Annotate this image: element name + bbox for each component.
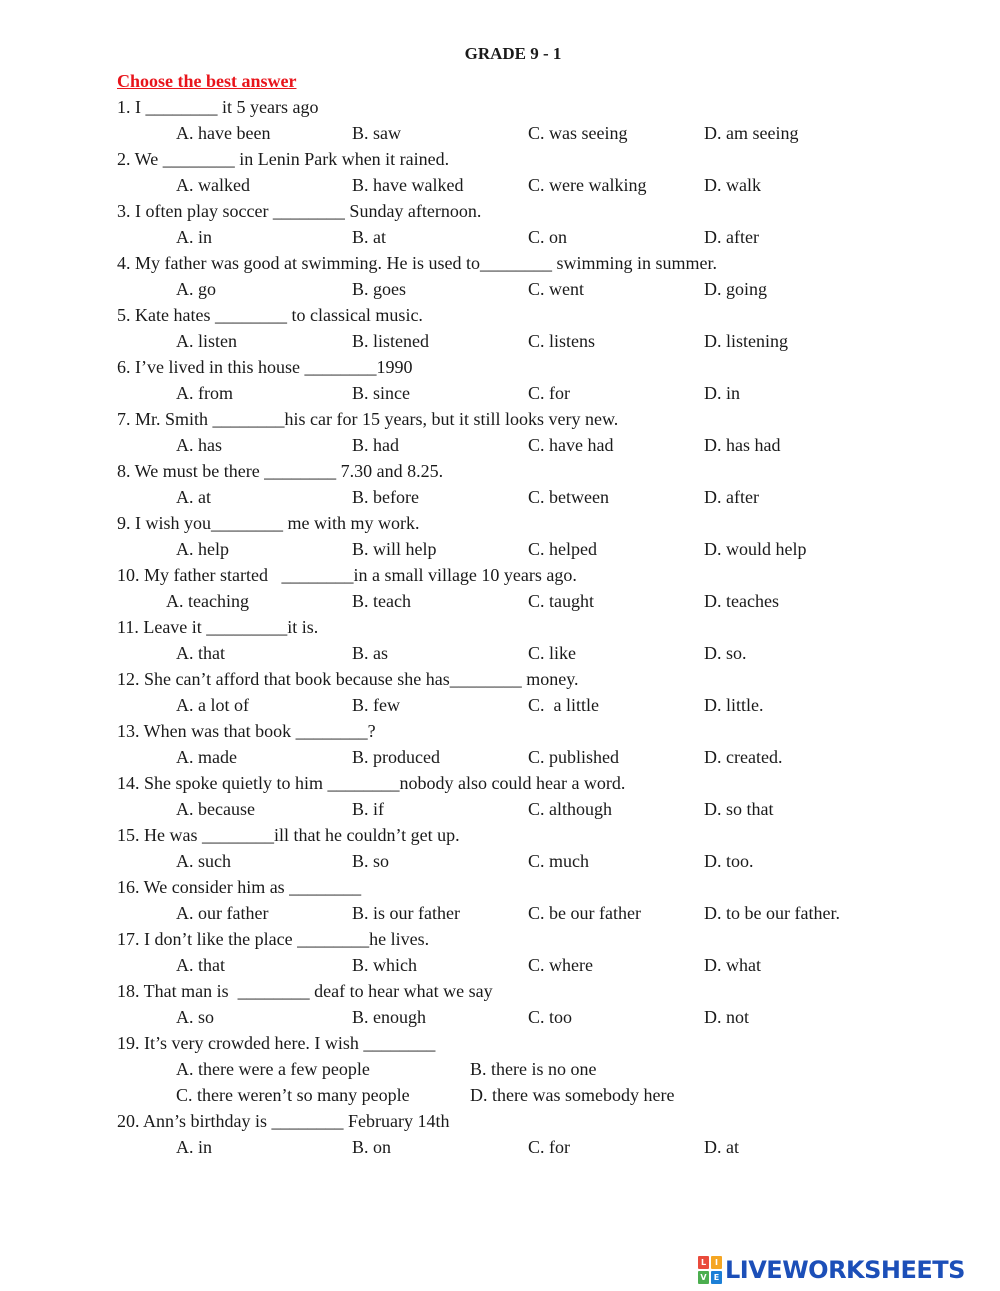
question-text: 8. We must be there ________ 7.30 and 8.25.: [117, 461, 444, 481]
answer-option[interactable]: C. listens: [528, 331, 596, 351]
answer-option[interactable]: B. enough: [352, 1007, 426, 1027]
question-text: 16. We consider him as ________: [117, 877, 362, 897]
question-item: [0, 250, 1000, 302]
question-item: [0, 978, 1000, 1030]
answer-option[interactable]: B. there is no one: [470, 1059, 597, 1079]
answer-option[interactable]: C. between: [528, 487, 609, 507]
answer-option[interactable]: B. will help: [352, 539, 437, 559]
answer-option[interactable]: A. at: [176, 487, 211, 507]
answer-option[interactable]: D. teaches: [704, 591, 779, 611]
answer-option[interactable]: A. there were a few people: [176, 1059, 370, 1079]
question-text: 3. I often play soccer ________ Sunday afternoon.: [117, 201, 482, 221]
question-text: 15. He was ________ill that he couldn’t get up.: [117, 825, 460, 845]
options-row: [0, 536, 1000, 562]
answer-option[interactable]: C. have had: [528, 435, 614, 455]
options-row: [0, 328, 1000, 354]
answer-option[interactable]: A. because: [176, 799, 255, 819]
question-item: [0, 1030, 1000, 1108]
answer-option[interactable]: D. would help: [704, 539, 807, 559]
question-item: [0, 718, 1000, 770]
answer-option[interactable]: A. teaching: [166, 591, 249, 611]
answer-option[interactable]: C. there weren’t so many people: [176, 1085, 410, 1105]
answer-option[interactable]: D. there was somebody here: [470, 1085, 675, 1105]
question-text: 19. It’s very crowded here. I wish ________: [117, 1033, 436, 1053]
question-text: 4. My father was good at swimming. He is used to________ swimming in summer.: [117, 253, 717, 273]
options-row: [0, 1134, 1000, 1160]
answer-option[interactable]: A. walked: [176, 175, 250, 195]
answer-option[interactable]: A. have been: [176, 123, 271, 143]
answer-option[interactable]: B. goes: [352, 279, 406, 299]
question-text: 6. I’ve lived in this house ________1990: [117, 357, 413, 377]
options-row: [0, 848, 1000, 874]
answer-option[interactable]: C. although: [528, 799, 612, 819]
answer-option[interactable]: C. like: [528, 643, 576, 663]
question-item: [0, 562, 1000, 614]
question-text: 20. Ann’s birthday is ________ February 14th: [117, 1111, 450, 1131]
answer-option[interactable]: D. so.: [704, 643, 747, 663]
answer-option[interactable]: B. few: [352, 695, 400, 715]
question-item: [0, 614, 1000, 666]
answer-option[interactable]: C. on: [528, 227, 568, 247]
answer-option[interactable]: B. had: [352, 435, 399, 455]
answer-option[interactable]: D. listening: [704, 331, 788, 351]
logo-tile-e: E: [711, 1271, 722, 1284]
logo-text: LIVEWORKSHEETS: [725, 1256, 965, 1284]
answer-option[interactable]: B. before: [352, 487, 419, 507]
answer-option[interactable]: D. so that: [704, 799, 774, 819]
question-item: [0, 510, 1000, 562]
answer-option[interactable]: D. at: [704, 1137, 739, 1157]
question-text: 7. Mr. Smith ________his car for 15 years, but it still looks very new.: [117, 409, 619, 429]
options-row: [0, 1004, 1000, 1030]
answer-option[interactable]: B. produced: [352, 747, 440, 767]
answer-option[interactable]: D. after: [704, 487, 759, 507]
answer-option[interactable]: A. go: [176, 279, 216, 299]
question-item: [0, 198, 1000, 250]
worksheet-title: GRADE 9 - 1: [464, 44, 562, 63]
question-item: [0, 406, 1000, 458]
options-row: [0, 640, 1000, 666]
liveworksheets-logo: [698, 1255, 965, 1285]
logo-tile-l: L: [698, 1256, 709, 1269]
answer-option[interactable]: A. our father: [176, 903, 269, 923]
answer-option[interactable]: C. be our father: [528, 903, 641, 923]
answer-option[interactable]: C. a little: [528, 695, 599, 715]
answer-option[interactable]: C. where: [528, 955, 593, 975]
options-row: [0, 900, 1000, 926]
answer-option[interactable]: A. from: [176, 383, 233, 403]
answer-option[interactable]: A. made: [176, 747, 237, 767]
logo-mark-icon: [698, 1256, 722, 1284]
options-row: [0, 692, 1000, 718]
answer-option[interactable]: D. going: [704, 279, 767, 299]
answer-option[interactable]: D. what: [704, 955, 761, 975]
question-item: [0, 302, 1000, 354]
answer-option[interactable]: D. after: [704, 227, 759, 247]
answer-option[interactable]: B. at: [352, 227, 386, 247]
question-item: [0, 874, 1000, 926]
answer-option[interactable]: B. if: [352, 799, 385, 819]
answer-option[interactable]: D. little.: [704, 695, 764, 715]
question-item: [0, 458, 1000, 510]
question-text: 18. That man is ________ deaf to hear what we say: [117, 981, 493, 1001]
options-row: [0, 432, 1000, 458]
answer-option[interactable]: B. so: [352, 851, 390, 871]
answer-option[interactable]: C. too: [528, 1007, 573, 1027]
question-item: [0, 770, 1000, 822]
answer-option[interactable]: B. have walked: [352, 175, 464, 195]
answer-option[interactable]: D. has had: [704, 435, 781, 455]
question-item: [0, 354, 1000, 406]
answer-option[interactable]: B. teach: [352, 591, 411, 611]
answer-option[interactable]: C. published: [528, 747, 620, 767]
answer-option[interactable]: C. for: [528, 1137, 570, 1157]
options-row: [0, 1056, 1000, 1082]
answer-option[interactable]: D. created.: [704, 747, 783, 767]
answer-option[interactable]: D. am seeing: [704, 123, 799, 143]
question-text: 14. She spoke quietly to him ________nobody also could hear a word.: [117, 773, 626, 793]
answer-option[interactable]: A. a lot of: [176, 695, 249, 715]
answer-option[interactable]: B. since: [352, 383, 410, 403]
answer-option[interactable]: D. in: [704, 383, 740, 403]
question-item: [0, 146, 1000, 198]
answer-option[interactable]: B. on: [352, 1137, 392, 1157]
question-text: 11. Leave it _________it is.: [117, 617, 319, 637]
answer-option[interactable]: A. that: [176, 643, 225, 663]
options-row: [0, 952, 1000, 978]
question-text: 5. Kate hates ________ to classical music.: [117, 305, 423, 325]
options-row: [0, 276, 1000, 302]
options-row: [0, 1082, 1000, 1108]
answer-option[interactable]: B. as: [352, 643, 388, 663]
question-text: 13. When was that book ________?: [117, 721, 376, 741]
answer-option[interactable]: D. too.: [704, 851, 754, 871]
answer-option[interactable]: A. so: [176, 1007, 215, 1027]
answer-option[interactable]: C. much: [528, 851, 589, 871]
instruction-heading: Choose the best answer: [117, 71, 297, 91]
question-item: [0, 94, 1000, 146]
answer-option[interactable]: A. in: [176, 227, 212, 247]
answer-option[interactable]: D. walk: [704, 175, 761, 195]
options-row: [0, 796, 1000, 822]
options-row: [0, 224, 1000, 250]
question-text: 1. I ________ it 5 years ago: [117, 97, 319, 117]
question-text: 10. My father started ________in a small village 10 years ago.: [117, 565, 577, 585]
answer-option[interactable]: C. was seeing: [528, 123, 628, 143]
options-row: [0, 484, 1000, 510]
question-text: 9. I wish you________ me with my work.: [117, 513, 420, 533]
logo-tile-i: I: [711, 1256, 722, 1269]
question-item: [0, 666, 1000, 718]
answer-option[interactable]: A. in: [176, 1137, 212, 1157]
answer-option[interactable]: A. such: [176, 851, 231, 871]
options-row: [0, 588, 1000, 614]
question-text: 12. She can’t afford that book because she has________ money.: [117, 669, 579, 689]
answer-option[interactable]: C. went: [528, 279, 584, 299]
question-item: [0, 822, 1000, 874]
answer-option[interactable]: B. is our father: [352, 903, 460, 923]
answer-option[interactable]: B. listened: [352, 331, 429, 351]
answer-option[interactable]: C. helped: [528, 539, 597, 559]
answer-option[interactable]: C. taught: [528, 591, 594, 611]
answer-option[interactable]: A. help: [176, 539, 229, 559]
answer-option[interactable]: A. that: [176, 955, 225, 975]
options-row: [0, 120, 1000, 146]
answer-option[interactable]: A. listen: [176, 331, 237, 351]
question-list: [0, 94, 1000, 1160]
answer-option[interactable]: D. to be our father.: [704, 903, 840, 923]
question-text: 2. We ________ in Lenin Park when it rained.: [117, 149, 450, 169]
options-row: [0, 172, 1000, 198]
answer-option[interactable]: B. which: [352, 955, 417, 975]
question-item: [0, 1108, 1000, 1160]
answer-option[interactable]: D. not: [704, 1007, 749, 1027]
answer-option[interactable]: A. has: [176, 435, 222, 455]
answer-option[interactable]: C. were walking: [528, 175, 647, 195]
answer-option[interactable]: C. for: [528, 383, 570, 403]
options-row: [0, 744, 1000, 770]
question-text: 17. I don’t like the place ________he lives.: [117, 929, 430, 949]
logo-tile-v: V: [698, 1271, 709, 1284]
question-item: [0, 926, 1000, 978]
options-row: [0, 380, 1000, 406]
answer-option[interactable]: B. saw: [352, 123, 401, 143]
